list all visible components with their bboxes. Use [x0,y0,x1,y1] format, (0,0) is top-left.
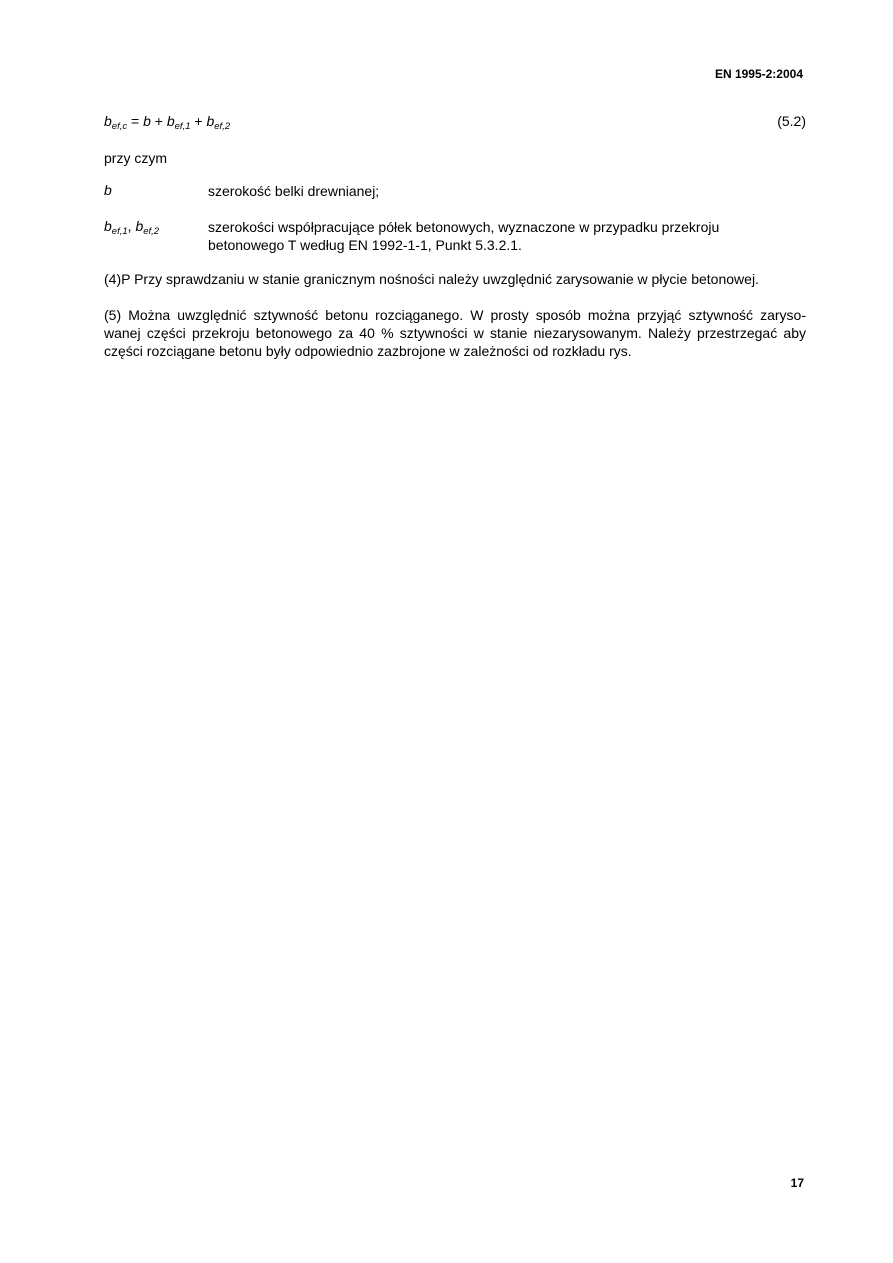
para5-line3: części rozciągane betonu były odpowiednio zazbrojone w zależności od rozkładu rys. [104,343,632,359]
equation-number: (5.2) [777,113,806,129]
def2-symbol-a: b [104,218,112,234]
def2-sub-b: ef,2 [143,226,160,237]
page-number: 17 [790,1176,804,1190]
eq-plus1: + [150,113,167,129]
paragraph-4P: (4)P Przy sprawdzaniu w stanie granicznym nośności należy uwzględnić zarysowanie w płycie betonowej. [104,271,759,287]
def2-line1: szerokości współpracujące półek betonowych, wyznaczone w przypadku przekroju [208,219,720,235]
definition-symbol-b: b [104,182,112,198]
para5-line2: wanej części przekroju betonowego za 40 % sztywności w stanie niezarysowanym. Należy przestrzegać aby [104,325,806,341]
eq-plus2: + [190,113,207,129]
eq-term2-sub: ef,1 [174,121,191,132]
definition-text-b: szerokość belki drewnianej; [208,183,380,199]
def2-symbol-b: b [135,218,144,234]
equation [104,113,231,132]
eq-term1: b [143,113,151,129]
def2-line2: betonowego T według EN 1992-1-1, Punkt 5.3.2.1. [208,237,522,253]
definition-text-bef [208,218,768,254]
eq-lhs-symbol: b [104,113,112,129]
eq-term2-symbol: b [166,113,175,129]
eq-term3-sub: ef,2 [214,121,231,132]
paragraph-5 [104,306,806,360]
eq-term3-symbol: b [206,113,215,129]
definition-symbol-bef [104,218,160,237]
where-label: przy czym [104,150,167,166]
standard-header: EN 1995-2:2004 [714,67,803,81]
def2-sub-a: ef,1 [111,226,128,237]
equation-row [104,113,806,133]
para5-line1: (5) Można uwzględnić sztywność betonu rozciąganego. W prosty sposób można przyjąć sztywność zaryso- [104,307,806,323]
def2-separator: , [127,218,136,234]
eq-lhs-sub: ef,c [111,121,128,132]
eq-equals: = [127,113,144,129]
